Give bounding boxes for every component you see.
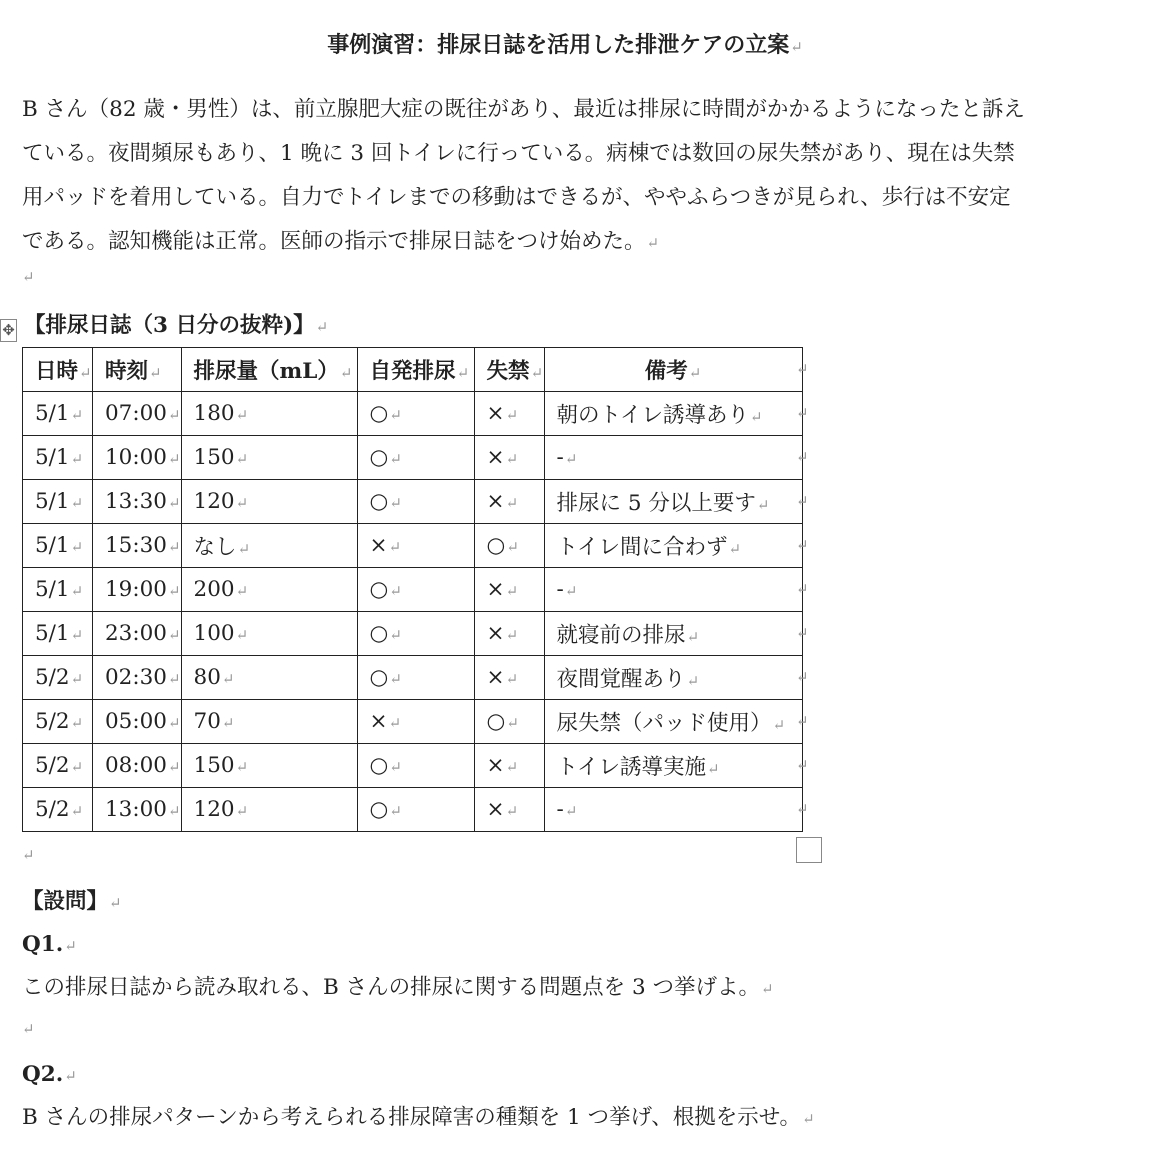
time-cell: 13:00↵ bbox=[93, 788, 182, 832]
date-cell: 5/2↵ bbox=[23, 788, 93, 832]
row-end-mark: ↵ bbox=[796, 360, 809, 378]
questions-heading: 【設問】↵ bbox=[22, 889, 122, 914]
remarks-cell: -↵ bbox=[544, 568, 802, 612]
document-title bbox=[0, 28, 1130, 59]
voiding-diary-table bbox=[22, 347, 803, 832]
remarks-cell: 朝のトイレ誘導あり↵ bbox=[544, 392, 802, 436]
row-end-mark: ↵ bbox=[796, 492, 809, 510]
incontinence-cell: ×↵ bbox=[474, 480, 544, 524]
volume-cell: なし↵ bbox=[181, 524, 357, 568]
volume-cell: 180↵ bbox=[181, 392, 357, 436]
time-cell: 07:00↵ bbox=[93, 392, 182, 436]
incontinence-cell: ×↵ bbox=[474, 436, 544, 480]
row-end-mark: ↵ bbox=[796, 448, 809, 466]
time-cell: 05:00↵ bbox=[93, 700, 182, 744]
remarks-cell: トイレ間に合わず↵ bbox=[544, 524, 802, 568]
spontaneous-cell: ○↵ bbox=[357, 744, 474, 788]
volume-cell: 150↵ bbox=[181, 744, 357, 788]
row-end-mark: ↵ bbox=[796, 800, 809, 818]
row-end-mark: ↵ bbox=[796, 404, 809, 422]
question-text: この排尿日誌から読み取れる、B さんの排尿に関する問題点を 3 つ挙げよ。↵ bbox=[22, 975, 774, 1000]
question-label: Q2.↵ bbox=[22, 1062, 77, 1087]
time-cell: 19:00↵ bbox=[93, 568, 182, 612]
incontinence-cell: ○↵ bbox=[474, 700, 544, 744]
case-description bbox=[22, 88, 1107, 265]
date-cell: 5/1↵ bbox=[23, 436, 93, 480]
case-line: である。認知機能は正常。医師の指示で排尿日誌をつけ始めた。↵ bbox=[22, 229, 660, 254]
remarks-cell: -↵ bbox=[544, 788, 802, 832]
case-line: 用パッドを着用している。自力でトイレまでの移動はできるが、ややふらつきが見られ、歩行は不安定 bbox=[22, 185, 1011, 210]
title-text: 事例演習：排尿日誌を活用した排泄ケアの立案 bbox=[327, 32, 790, 58]
empty-paragraph: ↵ bbox=[22, 846, 35, 864]
table-row bbox=[23, 656, 803, 700]
table-move-handle-icon[interactable]: ✥ bbox=[0, 319, 17, 342]
row-end-mark: ↵ bbox=[796, 624, 809, 642]
volume-cell: 200↵ bbox=[181, 568, 357, 612]
spontaneous-cell: ×↵ bbox=[357, 700, 474, 744]
spontaneous-cell: ×↵ bbox=[357, 524, 474, 568]
volume-cell: 120↵ bbox=[181, 480, 357, 524]
date-cell: 5/2↵ bbox=[23, 700, 93, 744]
row-end-mark: ↵ bbox=[796, 756, 809, 774]
remarks-cell: 夜間覚醒あり↵ bbox=[544, 656, 802, 700]
table-row bbox=[23, 568, 803, 612]
incontinence-cell: ○↵ bbox=[474, 524, 544, 568]
time-cell: 23:00↵ bbox=[93, 612, 182, 656]
paragraph-mark: ↵ bbox=[790, 38, 803, 56]
header-cell: 日時↵ bbox=[23, 348, 93, 392]
row-end-mark: ↵ bbox=[796, 712, 809, 730]
time-cell: 13:30↵ bbox=[93, 480, 182, 524]
paragraph-mark: ↵ bbox=[646, 234, 660, 252]
remarks-cell: 排尿に 5 分以上要す↵ bbox=[544, 480, 802, 524]
date-cell: 5/1↵ bbox=[23, 392, 93, 436]
row-end-mark: ↵ bbox=[796, 580, 809, 598]
header-cell: 失禁↵ bbox=[474, 348, 544, 392]
case-line: ている。夜間頻尿もあり、1 晩に 3 回トイレに行っている。病棟では数回の尿失禁があり、現在は失禁 bbox=[22, 141, 1015, 166]
table-row bbox=[23, 392, 803, 436]
time-cell: 15:30↵ bbox=[93, 524, 182, 568]
question-text: B さんの排尿パターンから考えられる排尿障害の種類を 1 つ挙げ、根拠を示せ。↵ bbox=[22, 1105, 815, 1130]
spontaneous-cell: ○↵ bbox=[357, 436, 474, 480]
paragraph-mark: ↵ bbox=[315, 318, 329, 336]
time-cell: 02:30↵ bbox=[93, 656, 182, 700]
row-end-marks bbox=[796, 347, 809, 831]
volume-cell: 70↵ bbox=[181, 700, 357, 744]
header-cell: 排尿量（mL）↵ bbox=[181, 348, 357, 392]
spontaneous-cell: ○↵ bbox=[357, 788, 474, 832]
empty-paragraph: ↵ bbox=[22, 1020, 35, 1038]
table-resize-handle[interactable] bbox=[796, 837, 822, 863]
spontaneous-cell: ○↵ bbox=[357, 656, 474, 700]
remarks-cell: 就寝前の排尿↵ bbox=[544, 612, 802, 656]
date-cell: 5/1↵ bbox=[23, 612, 93, 656]
date-cell: 5/2↵ bbox=[23, 744, 93, 788]
row-end-mark: ↵ bbox=[796, 668, 809, 686]
table-row bbox=[23, 788, 803, 832]
remarks-cell: 尿失禁（パッド使用）↵ bbox=[544, 700, 802, 744]
date-cell: 5/1↵ bbox=[23, 568, 93, 612]
case-line: B さん（82 歳・男性）は、前立腺肥大症の既往があり、最近は排尿に時間がかかるようになったと訴え bbox=[22, 97, 1025, 122]
time-cell: 08:00↵ bbox=[93, 744, 182, 788]
incontinence-cell: ×↵ bbox=[474, 568, 544, 612]
table-row bbox=[23, 700, 803, 744]
incontinence-cell: ×↵ bbox=[474, 656, 544, 700]
row-end-mark: ↵ bbox=[796, 536, 809, 554]
incontinence-cell: ×↵ bbox=[474, 392, 544, 436]
spontaneous-cell: ○↵ bbox=[357, 480, 474, 524]
remarks-cell: -↵ bbox=[544, 436, 802, 480]
date-cell: 5/1↵ bbox=[23, 524, 93, 568]
date-cell: 5/2↵ bbox=[23, 656, 93, 700]
table-row bbox=[23, 744, 803, 788]
incontinence-cell: ×↵ bbox=[474, 744, 544, 788]
header-cell: 自発排尿↵ bbox=[357, 348, 474, 392]
time-cell: 10:00↵ bbox=[93, 436, 182, 480]
table-row bbox=[23, 436, 803, 480]
volume-cell: 100↵ bbox=[181, 612, 357, 656]
volume-cell: 150↵ bbox=[181, 436, 357, 480]
table-row bbox=[23, 612, 803, 656]
incontinence-cell: ×↵ bbox=[474, 788, 544, 832]
volume-cell: 80↵ bbox=[181, 656, 357, 700]
header-cell: 時刻↵ bbox=[93, 348, 182, 392]
incontinence-cell: ×↵ bbox=[474, 612, 544, 656]
table-row bbox=[23, 480, 803, 524]
spontaneous-cell: ○↵ bbox=[357, 612, 474, 656]
table-header-row bbox=[23, 348, 803, 392]
spontaneous-cell: ○↵ bbox=[357, 568, 474, 612]
volume-cell: 120↵ bbox=[181, 788, 357, 832]
remarks-cell: トイレ誘導実施↵ bbox=[544, 744, 802, 788]
table-row bbox=[23, 524, 803, 568]
date-cell: 5/1↵ bbox=[23, 480, 93, 524]
question-label: Q1.↵ bbox=[22, 932, 77, 957]
spontaneous-cell: ○↵ bbox=[357, 392, 474, 436]
header-cell: 備考↵ bbox=[544, 348, 802, 392]
empty-paragraph: ↵ bbox=[22, 268, 35, 286]
table-heading: 【排尿日誌（3 日分の抜粋)】↵ bbox=[24, 313, 329, 338]
